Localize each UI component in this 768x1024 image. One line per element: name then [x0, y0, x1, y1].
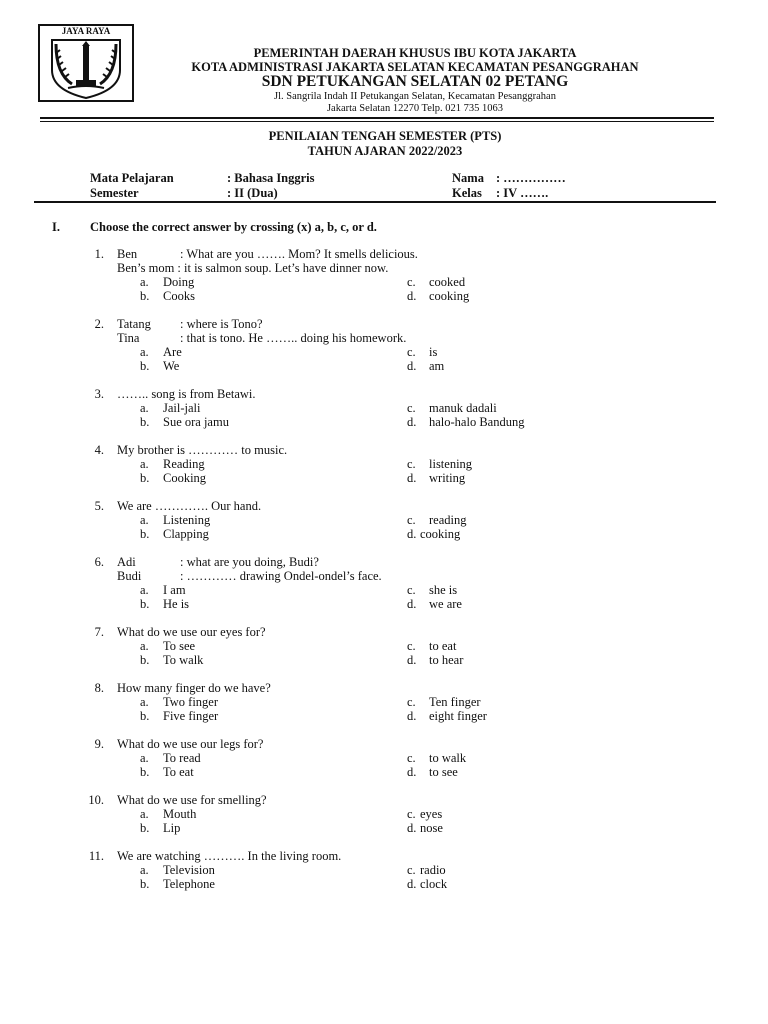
- option-letter[interactable]: b.: [140, 415, 150, 429]
- option-letter[interactable]: b.: [140, 597, 150, 611]
- option-letter[interactable]: c.: [407, 583, 416, 597]
- option-letter[interactable]: d.: [407, 415, 417, 429]
- dialogue-speaker: Ben: [117, 247, 138, 261]
- question-text: …….. song is from Betawi.: [117, 387, 256, 401]
- name-field[interactable]: : ……………: [496, 171, 566, 185]
- answer-option[interactable]: to eat: [429, 639, 457, 653]
- question-number: 6.: [94, 555, 104, 569]
- question-text: We are …………. Our hand.: [117, 499, 262, 513]
- question-text: My brother is ………… to music.: [117, 443, 288, 457]
- dialogue-speaker: Budi: [117, 569, 142, 583]
- jaya-raya-logo: [38, 24, 134, 102]
- answer-option[interactable]: clock: [420, 877, 448, 891]
- answer-option[interactable]: Are: [163, 345, 182, 359]
- answer-option[interactable]: am: [429, 359, 445, 373]
- exam-year: TAHUN AJARAN 2022/2023: [307, 144, 463, 158]
- option-letter[interactable]: a.: [140, 401, 149, 415]
- answer-option[interactable]: eyes: [420, 807, 443, 821]
- option-letter[interactable]: a.: [140, 807, 149, 821]
- option-letter[interactable]: c.: [407, 457, 416, 471]
- question-number: 8.: [94, 681, 104, 695]
- question-number: 1.: [94, 247, 104, 261]
- header-divider-thin: [40, 121, 714, 122]
- semester-value: : II (Dua): [227, 186, 278, 200]
- option-letter[interactable]: c.: [407, 639, 416, 653]
- dialogue-speaker: Tina: [117, 331, 140, 345]
- question-number: 10.: [88, 793, 104, 807]
- header-address: Jl. Sangrila Indah II Petukangan Selatan, Kecamatan Pesanggrahan: [274, 91, 556, 102]
- answer-option[interactable]: To read: [163, 751, 201, 765]
- question-number: 11.: [88, 849, 104, 863]
- option-letter[interactable]: c.: [407, 807, 416, 821]
- option-letter[interactable]: b.: [140, 877, 150, 891]
- answer-option[interactable]: Cooks: [163, 289, 195, 303]
- question-text: What do we use for smelling?: [117, 793, 267, 807]
- answer-option[interactable]: Jail-jali: [163, 401, 201, 415]
- option-letter[interactable]: d.: [407, 653, 417, 667]
- option-letter[interactable]: a.: [140, 275, 149, 289]
- option-letter[interactable]: d.: [407, 765, 417, 779]
- option-letter[interactable]: c.: [407, 275, 416, 289]
- answer-option[interactable]: halo-halo Bandung: [429, 415, 525, 429]
- answer-option[interactable]: Two finger: [163, 695, 219, 709]
- option-letter[interactable]: b.: [140, 359, 150, 373]
- answer-option[interactable]: we are: [429, 597, 462, 611]
- option-letter[interactable]: d.: [407, 597, 417, 611]
- option-letter[interactable]: d.: [407, 527, 417, 541]
- option-letter[interactable]: a.: [140, 863, 149, 877]
- answer-option[interactable]: Listening: [163, 513, 211, 527]
- option-letter[interactable]: c.: [407, 863, 416, 877]
- answer-option[interactable]: We: [163, 359, 180, 373]
- option-letter[interactable]: a.: [140, 583, 149, 597]
- answer-option[interactable]: to hear: [429, 653, 464, 667]
- question-text: What do we use our eyes for?: [117, 625, 266, 639]
- answer-option[interactable]: eight finger: [429, 709, 487, 723]
- answer-option[interactable]: Five finger: [163, 709, 219, 723]
- answer-option[interactable]: radio: [420, 863, 446, 877]
- option-letter[interactable]: a.: [140, 751, 149, 765]
- dialogue-speaker: Adi: [117, 555, 136, 569]
- answer-option[interactable]: To eat: [163, 765, 194, 779]
- class-field[interactable]: : IV …….: [496, 186, 549, 200]
- section-instruction: Choose the correct answer by crossing (x) a, b, c, or d.: [90, 220, 377, 234]
- question-text: We are watching ………. In the living room.: [117, 849, 342, 863]
- option-letter[interactable]: b.: [140, 709, 150, 723]
- answer-option[interactable]: manuk dadali: [429, 401, 497, 415]
- answer-option[interactable]: Ten finger: [429, 695, 481, 709]
- dialogue-line: : where is Tono?: [180, 317, 263, 331]
- dialogue-speaker: Tatang: [117, 317, 151, 331]
- header-postal-phone: Jakarta Selatan 12270 Telp. 021 735 1063: [326, 103, 504, 114]
- option-letter[interactable]: d.: [407, 359, 417, 373]
- logo-lettering: JAYA RAYA: [61, 26, 111, 36]
- dialogue-line: : ………… drawing Ondel-ondel’s face.: [180, 569, 382, 583]
- option-letter[interactable]: d.: [407, 877, 417, 891]
- option-letter[interactable]: d.: [407, 821, 417, 835]
- answer-option[interactable]: she is: [429, 583, 458, 597]
- option-letter[interactable]: c.: [407, 695, 416, 709]
- answer-option[interactable]: Clapping: [163, 527, 209, 541]
- option-letter[interactable]: b.: [140, 765, 150, 779]
- subject-value: : Bahasa Inggris: [227, 171, 315, 185]
- header-divider-thick: [40, 117, 714, 119]
- question-number: 3.: [94, 387, 104, 401]
- answer-option[interactable]: Telephone: [163, 877, 215, 891]
- answer-option[interactable]: listening: [429, 457, 473, 471]
- option-letter[interactable]: c.: [407, 345, 416, 359]
- question-number: 5.: [94, 499, 104, 513]
- answer-option[interactable]: nose: [420, 821, 443, 835]
- answer-option[interactable]: writing: [429, 471, 466, 485]
- answer-option[interactable]: Sue ora jamu: [163, 415, 229, 429]
- answer-option[interactable]: I am: [163, 583, 186, 597]
- answer-option[interactable]: He is: [163, 597, 190, 611]
- answer-option[interactable]: is: [429, 345, 438, 359]
- answer-option[interactable]: Mouth: [163, 807, 197, 821]
- answer-option[interactable]: to walk: [429, 751, 467, 765]
- option-letter[interactable]: b.: [140, 527, 150, 541]
- option-letter[interactable]: a.: [140, 457, 149, 471]
- question-number: 9.: [94, 737, 104, 751]
- question-text: What do we use our legs for?: [117, 737, 264, 751]
- option-letter[interactable]: b.: [140, 289, 150, 303]
- class-label: Kelas: [452, 186, 482, 200]
- option-letter[interactable]: a.: [140, 513, 149, 527]
- answer-option[interactable]: cooking: [429, 289, 470, 303]
- header-government: PEMERINTAH DAERAH KHUSUS IBU KOTA JAKARTA: [253, 46, 577, 60]
- header-school-name: SDN PETUKANGAN SELATAN 02 PETANG: [261, 73, 569, 90]
- option-letter[interactable]: c.: [407, 401, 416, 415]
- info-divider: [34, 201, 716, 203]
- answer-option[interactable]: Reading: [163, 457, 205, 471]
- option-letter[interactable]: c.: [407, 751, 416, 765]
- option-letter[interactable]: b.: [140, 471, 150, 485]
- option-letter[interactable]: d.: [407, 709, 417, 723]
- semester-label: Semester: [90, 186, 139, 200]
- option-letter[interactable]: b.: [140, 821, 150, 835]
- question-number: 4.: [94, 443, 104, 457]
- answer-option[interactable]: To walk: [163, 653, 204, 667]
- option-letter[interactable]: d.: [407, 289, 417, 303]
- dialogue-line: : that is tono. He …….. doing his homework.: [180, 331, 407, 345]
- exam-title: PENILAIAN TENGAH SEMESTER (PTS): [268, 129, 502, 143]
- answer-option[interactable]: to see: [429, 765, 458, 779]
- option-letter[interactable]: d.: [407, 471, 417, 485]
- question-number: 2.: [94, 317, 104, 331]
- section-number: I.: [52, 220, 60, 234]
- option-letter[interactable]: b.: [140, 653, 150, 667]
- dialogue-line: : what are you doing, Budi?: [180, 555, 319, 569]
- answer-option[interactable]: Lip: [163, 821, 181, 835]
- answer-option[interactable]: cooking: [420, 527, 461, 541]
- dialogue-line: : What are you ……. Mom? It smells delicious.: [180, 247, 418, 261]
- answer-option[interactable]: To see: [163, 639, 196, 653]
- question-text: Ben’s mom : it is salmon soup. Let’s have dinner now.: [117, 261, 389, 275]
- answer-option[interactable]: Doing: [163, 275, 195, 289]
- question-text: How many finger do we have?: [117, 681, 271, 695]
- answer-option[interactable]: Television: [163, 863, 215, 877]
- option-letter[interactable]: c.: [407, 513, 416, 527]
- answer-option[interactable]: reading: [429, 513, 467, 527]
- answer-option[interactable]: Cooking: [163, 471, 207, 485]
- question-number: 7.: [94, 625, 104, 639]
- name-label: Nama: [452, 171, 484, 185]
- subject-label: Mata Pelajaran: [90, 171, 174, 185]
- option-letter[interactable]: a.: [140, 639, 149, 653]
- option-letter[interactable]: a.: [140, 695, 149, 709]
- answer-option[interactable]: cooked: [429, 275, 466, 289]
- option-letter[interactable]: a.: [140, 345, 149, 359]
- header-administration: KOTA ADMINISTRASI JAKARTA SELATAN KECAMATAN PESANGGRAHAN: [191, 60, 639, 74]
